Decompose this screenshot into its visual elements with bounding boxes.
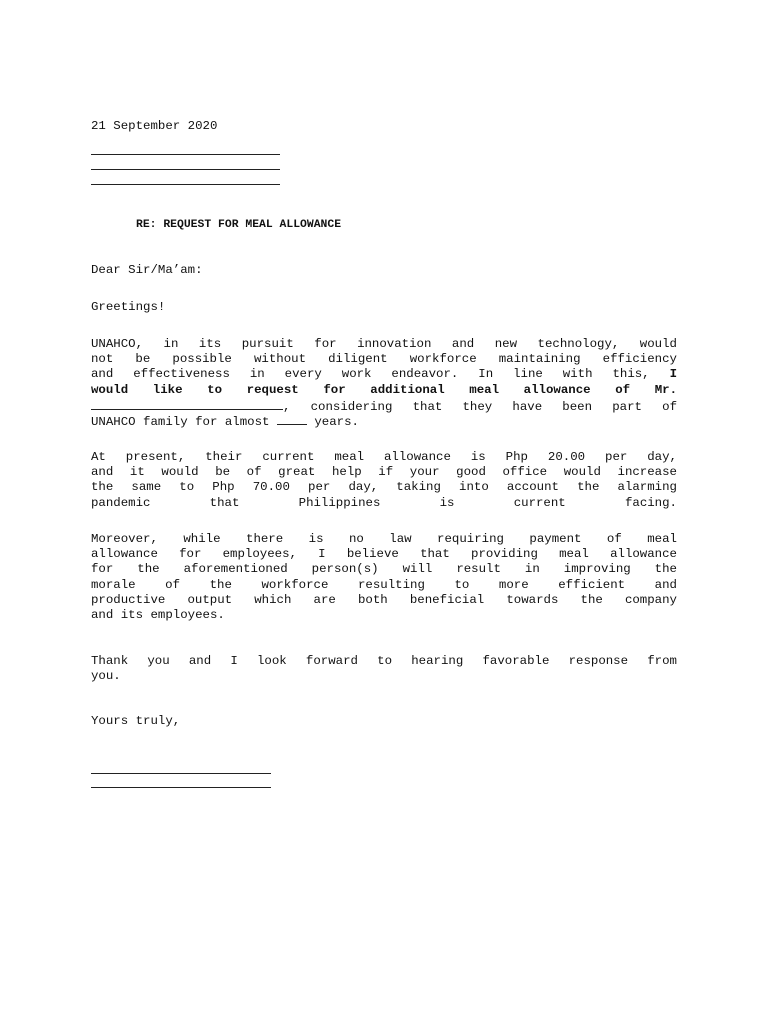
paragraph-line: productive output which are both beneficial towards the company xyxy=(91,592,677,607)
paragraph-line: and its employees. xyxy=(91,607,225,622)
paragraph-line xyxy=(91,398,677,413)
signature-blank-lines xyxy=(91,760,271,788)
paragraph-line: At present, their current meal allowance is Php 20.00 per day, xyxy=(91,450,677,464)
signature-blank-line xyxy=(91,774,271,788)
paragraph-2 xyxy=(91,450,677,511)
recipient-blank-lines xyxy=(91,140,280,185)
paragraph-text: UNAHCO family for almost xyxy=(91,414,270,429)
paragraph-text: and effectiveness in every work endeavor. In line with this, xyxy=(91,367,650,382)
paragraph-line xyxy=(91,367,677,382)
recipient-blank-line xyxy=(91,140,280,155)
paragraph-line: the same to Php 70.00 per day, taking into account the alarming xyxy=(91,480,677,495)
letter-greeting: Greetings! xyxy=(91,300,166,314)
paragraph-text: , considering that they have been part of xyxy=(283,399,677,414)
name-blank-line xyxy=(91,398,283,410)
paragraph-line: UNAHCO, in its pursuit for innovation and new technology, would xyxy=(91,337,677,351)
recipient-blank-line xyxy=(91,155,280,170)
paragraph-3 xyxy=(91,532,677,623)
paragraph-4 xyxy=(91,654,677,684)
paragraph-line: Moreover, while there is no law requiring payment of meal xyxy=(91,532,677,546)
paragraph-1 xyxy=(91,337,677,428)
letter-closing: Yours truly, xyxy=(91,714,181,728)
paragraph-line: morale of the workforce resulting to more efficient and xyxy=(91,577,677,592)
years-blank-line xyxy=(277,413,307,425)
paragraph-line: for the aforementioned person(s) will result in improving the xyxy=(91,562,677,577)
recipient-blank-line xyxy=(91,170,280,185)
paragraph-bold-line: would like to request for additional meal allowance of Mr. xyxy=(91,382,677,397)
paragraph-line: allowance for employees, I believe that providing meal allowance xyxy=(91,547,677,562)
paragraph-line xyxy=(91,413,677,428)
paragraph-line: and it would be of great help if your good office would increase xyxy=(91,465,677,480)
paragraph-text: years. xyxy=(314,414,359,429)
letter-salutation: Dear Sir/Ma’am: xyxy=(91,263,203,277)
paragraph-line: not be possible without diligent workforce maintaining efficiency xyxy=(91,352,677,367)
paragraph-line: pandemic that Philippines is current facing. xyxy=(91,495,677,510)
paragraph-bold-text: I xyxy=(669,367,677,382)
letter-subject: RE: REQUEST FOR MEAL ALLOWANCE xyxy=(136,219,342,231)
paragraph-line: Thank you and I look forward to hearing favorable response from xyxy=(91,654,677,668)
signature-blank-line xyxy=(91,760,271,774)
letter-date: 21 September 2020 xyxy=(91,119,218,133)
paragraph-line: you. xyxy=(91,669,121,684)
